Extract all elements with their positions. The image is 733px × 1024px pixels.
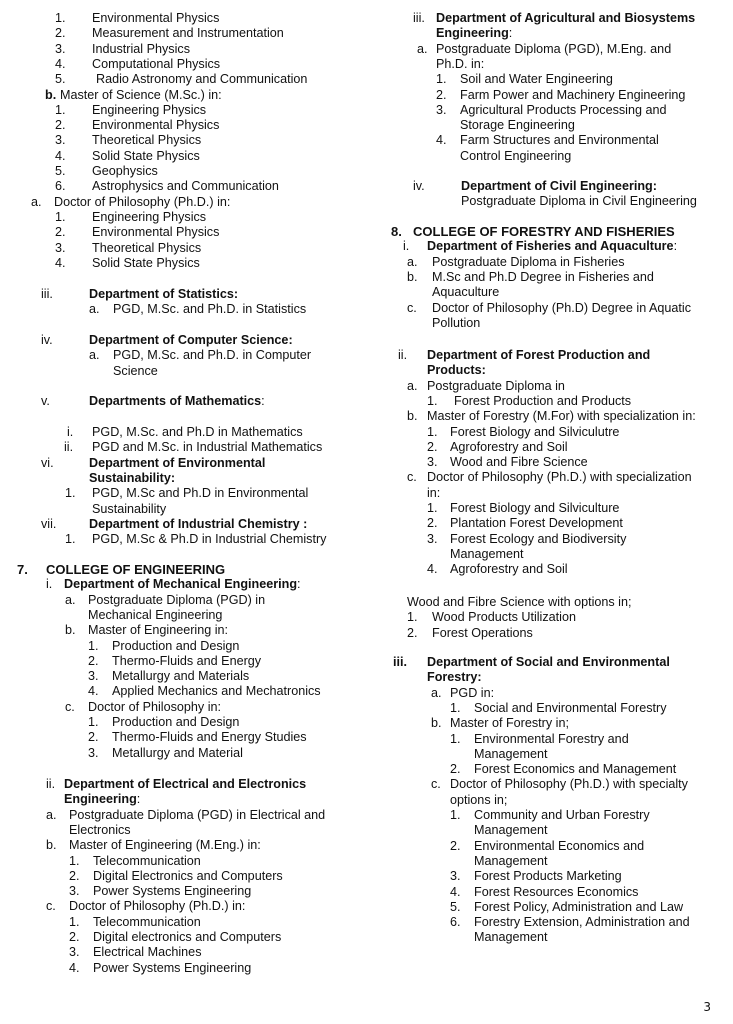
dept-title-electrical-cont-colon: : (136, 792, 141, 807)
list-item: Electronics (69, 822, 131, 837)
college-number: 7. (17, 562, 28, 577)
list-item: Production and Design (112, 715, 240, 729)
list-item: Forest Biology and Silviculutre (450, 424, 620, 439)
list-item: options in; (450, 792, 508, 807)
list-number: 1. (436, 72, 447, 87)
list-letter: a. (31, 194, 42, 209)
list-item: Forest Biology and Silviculture (450, 501, 620, 515)
list-number: 2. (55, 26, 66, 41)
dept-title-agricultural: Department of Agricultural and Biosystems (436, 11, 696, 25)
list-number: ii. (64, 440, 74, 455)
list-number: 2. (407, 625, 418, 640)
list-number: 1. (55, 209, 66, 224)
list-heading: Doctor of Philosophy (Ph.D.) in: (54, 194, 231, 209)
list-letter: b. (45, 87, 57, 102)
dept-title-forest-production: Department of Forest Production and (427, 348, 651, 362)
dept-title-fisheries-title: Department of Fisheries and Aquaculture (427, 239, 674, 254)
list-item: Digital Electronics and Computers (93, 868, 283, 883)
dept-title-mechanical (64, 577, 301, 592)
list-item: Theoretical Physics (92, 240, 202, 255)
list-item: Doctor of Philosophy (Ph.D.) with specialization (427, 470, 692, 485)
list-item: Engineering Physics (92, 209, 207, 224)
dept-title-mathematics-title: Departments of Mathematics (89, 394, 262, 408)
dept-title-fisheries-colon: : (673, 239, 678, 254)
dept-title-social-environmental: Forestry: (427, 670, 482, 685)
dept-number: vii. (41, 516, 57, 531)
list-item: Ph.D. in: (436, 56, 485, 71)
list-letter: a. (89, 302, 100, 317)
list-item: Telecommunication (93, 914, 201, 929)
dept-title-industrial-chemistry: Department of Industrial Chemistry : (89, 516, 308, 531)
list-item: Environmental Forestry and (474, 731, 629, 746)
list-number: 1. (69, 914, 80, 929)
list-letter: b. (431, 716, 442, 731)
list-number: 1. (65, 532, 76, 547)
dept-title-mechanical-colon: : (297, 577, 301, 592)
list-number: 6. (450, 915, 461, 930)
list-letter: a. (65, 592, 76, 607)
dept-number: v. (41, 394, 50, 408)
list-item: Postgraduate Diploma (PGD) in Electrical and (69, 807, 326, 822)
list-item: Digital electronics and Computers (93, 930, 282, 944)
list-item: Doctor of Philosophy (Ph.D) Degree in Aquatic (432, 300, 692, 315)
dept-title-computer-science: Department of Computer Science: (89, 333, 293, 347)
list-item: M.Sc and Ph.D Degree in Fisheries and (432, 269, 654, 284)
list-item: Sustainability (92, 501, 167, 516)
list-letter: b. (407, 269, 418, 284)
dept-title-civil: Department of Civil Engineering: (461, 179, 657, 193)
list-number: 3. (427, 531, 438, 546)
list-number: 1. (69, 853, 80, 868)
list-letter: b. (407, 409, 418, 424)
list-item: Social and Environmental Forestry (474, 700, 667, 715)
dept-title-agricultural-cont (436, 26, 512, 41)
list-item: Telecommunication (93, 853, 201, 868)
list-number: 1. (427, 424, 438, 439)
list-item: Radio Astronomy and Communication (96, 72, 308, 87)
list-item: Agroforestry and Soil (450, 562, 568, 577)
list-item: Soil and Water Engineering (460, 72, 613, 87)
list-item: Postgraduate Diploma in Fisheries (432, 254, 625, 269)
dept-title-forest-production: Products: (427, 363, 486, 378)
dept-title-fisheries (427, 239, 677, 254)
list-number: 1. (427, 501, 438, 515)
dept-title-statistics: Department of Statistics: (89, 287, 239, 301)
list-number: 1. (450, 700, 461, 715)
list-number: 1. (427, 393, 438, 408)
list-number: 3. (427, 455, 438, 470)
list-number: 5. (450, 899, 461, 914)
list-item: in: (427, 485, 441, 500)
list-item: Mechanical Engineering (88, 607, 223, 622)
list-letter: a. (417, 41, 428, 56)
dept-number: iv. (41, 333, 53, 347)
list-item: Wood Products Utilization (432, 610, 576, 625)
list-letter: c. (407, 300, 417, 315)
dept-title-env-sustainability: Department of Environmental (89, 455, 266, 470)
list-number: 1. (407, 610, 418, 625)
list-number: 2. (450, 762, 461, 777)
list-item: Forest Products Marketing (474, 869, 622, 884)
list-item: Pollution (432, 315, 481, 330)
list-number: 4. (55, 56, 66, 71)
list-item: Power Systems Engineering (93, 960, 252, 975)
list-item: PGD, M.Sc and Ph.D in Environmental (92, 486, 309, 501)
dept-number: iii. (413, 11, 425, 25)
list-number: 2. (88, 730, 99, 745)
list-item: Industrial Physics (92, 41, 190, 56)
dept-number: iii. (41, 287, 53, 301)
dept-number: ii. (46, 777, 56, 791)
list-letter: a. (407, 378, 418, 393)
college-title-engineering: COLLEGE OF ENGINEERING (46, 562, 226, 577)
list-item: PGD and M.Sc. in Industrial Mathematics (92, 440, 323, 455)
list-number: 6. (55, 179, 66, 194)
list-number: 4. (450, 884, 461, 899)
list-heading: Master of Engineering (M.Eng.) in: (69, 838, 261, 853)
list-item: Astrophysics and Communication (92, 179, 279, 194)
list-number: 4. (88, 684, 99, 699)
list-number: 2. (69, 930, 80, 944)
list-item: Forest Production and Products (454, 393, 632, 408)
list-item: Storage Engineering (460, 118, 575, 133)
list-number: 1. (88, 638, 99, 653)
dept-number: iv. (413, 179, 425, 193)
list-item: Forest Economics and Management (474, 762, 677, 777)
list-item: Power Systems Engineering (93, 884, 252, 899)
list-heading: Master of Engineering in: (88, 623, 229, 638)
list-item: Postgraduate Diploma (PGD), M.Eng. and (436, 41, 672, 56)
list-item: Farm Power and Machinery Engineering (460, 87, 686, 102)
list-item: Farm Structures and Environmental (460, 133, 659, 148)
college-title-forestry-fisheries: COLLEGE OF FORESTRY AND FISHERIES (413, 224, 675, 239)
list-number: 1. (55, 102, 66, 117)
list-letter: c. (407, 470, 417, 485)
list-item: Agroforestry and Soil (450, 439, 568, 454)
list-item: Management (474, 853, 548, 868)
list-number: 4. (436, 133, 447, 148)
list-item: Doctor of Philosophy (Ph.D.) with specialty (450, 777, 688, 792)
dept-title-electrical-cont-title: Engineering (64, 792, 137, 807)
list-number: 1. (450, 808, 461, 822)
list-item: Theoretical Physics (92, 133, 202, 148)
list-heading: Postgraduate Diploma in (427, 378, 565, 393)
list-number: 2. (55, 225, 66, 240)
list-letter: b. (46, 838, 57, 853)
list-number: 2. (427, 516, 438, 531)
dept-title-mechanical-title: Department of Mechanical Engineering (64, 577, 298, 592)
list-item: PGD, M.Sc. and Ph.D. in Computer (113, 348, 312, 363)
dept-title-env-sustainability: Sustainability: (89, 470, 176, 485)
list-letter: c. (65, 699, 75, 714)
list-number: 1. (88, 715, 99, 729)
dept-number: vi. (41, 455, 54, 470)
list-number: 3. (55, 240, 66, 255)
list-number: 3. (88, 745, 99, 760)
list-number: 2. (88, 653, 99, 668)
list-item: PGD, M.Sc. and Ph.D in Mathematics (92, 425, 303, 439)
list-item: Forest Policy, Administration and Law (474, 899, 684, 914)
dept-title-agricultural-cont-title: Engineering (436, 26, 509, 41)
dept-title-electrical: Department of Electrical and Electronics (64, 777, 307, 791)
list-number: 2. (55, 118, 66, 133)
list-item: Forest Ecology and Biodiversity (450, 531, 627, 546)
list-number: 1. (65, 486, 76, 501)
list-heading: Wood and Fibre Science with options in; (407, 595, 632, 609)
list-item: Thermo-Fluids and Energy Studies (112, 730, 307, 745)
list-number: 4. (427, 562, 438, 577)
list-number: 1. (450, 731, 461, 746)
list-letter: a. (89, 348, 100, 363)
list-item: Metallurgy and Materials (112, 669, 250, 684)
list-number: 4. (55, 255, 66, 270)
list-number: 3. (69, 945, 80, 960)
list-item: Management (450, 546, 524, 561)
list-number: 4. (69, 960, 80, 975)
dept-title-mathematics (89, 394, 265, 409)
list-number: 3. (88, 669, 99, 684)
dept-title-social-environmental: Department of Social and Environmental (427, 655, 670, 669)
list-item: Community and Urban Forestry (474, 808, 650, 822)
list-item: Environmental Physics (92, 11, 220, 25)
list-item: Geophysics (92, 164, 158, 178)
dept-number: ii. (398, 348, 408, 362)
list-item: Solid State Physics (92, 148, 200, 163)
list-letter: a. (407, 254, 418, 269)
list-number: 2. (450, 838, 461, 853)
list-number: 2. (427, 439, 438, 454)
list-letter: c. (431, 777, 441, 792)
list-item: PGD, M.Sc & Ph.D in Industrial Chemistry (92, 532, 327, 547)
list-number: 3. (436, 102, 447, 117)
list-number: 2. (69, 868, 80, 883)
list-item: Solid State Physics (92, 255, 200, 270)
list-number: 4. (55, 148, 66, 163)
dept-number: i. (46, 577, 53, 592)
list-item: Thermo-Fluids and Energy (112, 653, 262, 668)
college-number: 8. (391, 224, 402, 239)
list-item: Wood and Fibre Science (450, 455, 588, 470)
list-item: Forestry Extension, Administration and (474, 915, 690, 930)
list-item: Aquaculture (432, 285, 500, 300)
list-item: Production and Design (112, 638, 240, 653)
list-letter: a. (46, 807, 57, 822)
list-item: Forest Resources Economics (474, 884, 639, 899)
list-heading: Master of Forestry (M.For) with specialization in: (427, 409, 696, 424)
list-heading: PGD in: (450, 685, 495, 700)
list-number: 3. (450, 869, 461, 884)
list-item: Plantation Forest Development (450, 516, 623, 531)
list-item: Electrical Machines (93, 945, 202, 960)
page-number: 3 (703, 1000, 711, 1014)
list-item: Metallurgy and Material (112, 745, 243, 760)
list-item: Postgraduate Diploma (PGD) in (88, 592, 266, 607)
dept-title-agricultural-cont-colon: : (508, 26, 513, 41)
list-number: 3. (69, 884, 80, 899)
list-item: Measurement and Instrumentation (92, 26, 284, 41)
list-item: Management (474, 930, 548, 945)
list-item: PGD, M.Sc. and Ph.D. in Statistics (113, 302, 307, 317)
list-number: 2. (436, 87, 447, 102)
list-item: Agricultural Products Processing and (460, 102, 667, 117)
list-heading: Master of Science (M.Sc.) in: (60, 87, 222, 102)
list-item: Management (474, 746, 548, 761)
list-item: Control Engineering (460, 148, 572, 163)
list-item: Engineering Physics (92, 102, 207, 117)
list-number: 5. (55, 72, 66, 87)
list-item: Science (113, 363, 158, 378)
dept-title-mathematics-colon: : (261, 394, 265, 408)
list-number: i. (67, 425, 74, 439)
list-item: Computational Physics (92, 56, 221, 71)
list-letter: b. (65, 623, 76, 638)
list-item: Environmental Economics and (474, 838, 645, 853)
list-number: 3. (55, 41, 66, 56)
list-number: 5. (55, 164, 66, 178)
list-number: 3. (55, 133, 66, 148)
list-number: 1. (55, 11, 66, 25)
dept-title-electrical-cont (64, 792, 140, 807)
list-heading: Master of Forestry in; (450, 716, 569, 731)
list-heading: Doctor of Philosophy (Ph.D.) in: (69, 899, 246, 914)
list-item: Applied Mechanics and Mechatronics (112, 684, 321, 699)
list-letter: c. (46, 899, 56, 914)
list-heading: Doctor of Philosophy in: (88, 699, 222, 714)
list-item: Management (474, 823, 548, 838)
list-item: Forest Operations (432, 625, 533, 640)
list-item: Postgraduate Diploma in Civil Engineering (461, 194, 697, 209)
list-item: Environmental Physics (92, 118, 220, 133)
dept-number: iii. (393, 655, 407, 669)
dept-number: i. (403, 239, 410, 254)
list-letter: a. (431, 685, 442, 700)
list-item: Environmental Physics (92, 225, 220, 240)
